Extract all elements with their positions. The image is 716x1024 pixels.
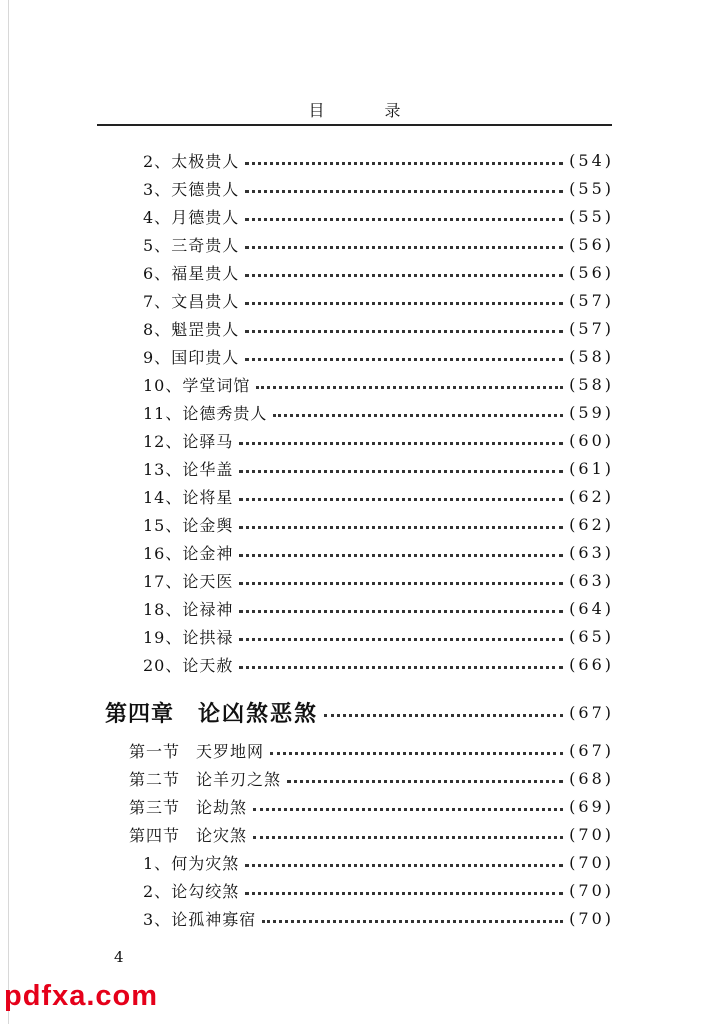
toc-entry-label: 论拱禄: [182, 627, 234, 647]
toc-entry-page: (68): [569, 768, 614, 788]
toc-entry-label: 论天医: [182, 571, 234, 591]
toc-entry-number: 2、: [143, 151, 172, 171]
toc-entry-number: 3、: [143, 179, 172, 199]
toc-entry-label: 太极贵人: [171, 151, 240, 171]
toc-entry-number: 20、: [143, 655, 183, 675]
toc-entry-number: 14、: [143, 487, 183, 507]
toc-entry-label: 论禄神: [182, 599, 234, 619]
toc-dot-leader: [273, 414, 563, 417]
toc-entry-label: 论华盖: [182, 459, 234, 479]
page-header: [97, 96, 612, 126]
toc-entry-label: 论金舆: [182, 515, 234, 535]
toc-dot-leader: [239, 666, 563, 669]
toc-entry-page: (56): [569, 262, 614, 282]
toc-dot-leader: [245, 892, 563, 895]
toc-dot-leader: [253, 808, 563, 811]
toc-entry-number: 15、: [143, 515, 183, 535]
page-number: 4: [114, 948, 124, 966]
toc-dot-leader: [245, 864, 563, 867]
toc-entry-label: 论凶煞恶煞: [198, 700, 319, 727]
toc-dot-leader: [262, 920, 563, 923]
toc-dot-leader: [245, 246, 563, 249]
toc-entry-number: 3、: [143, 909, 172, 929]
toc-dot-leader: [270, 752, 563, 755]
toc-entry-page: (60): [569, 430, 614, 450]
toc-dot-leader: [239, 582, 563, 585]
toc-dot-leader: [245, 162, 563, 165]
toc-item-row: [143, 540, 614, 564]
toc-item-row: [143, 148, 614, 172]
toc-entry-number: 6、: [143, 263, 172, 283]
toc-entry-page: (70): [569, 824, 614, 844]
toc-entry-number: 9、: [143, 347, 172, 367]
toc-entry-label: 论德秀贵人: [182, 403, 268, 423]
toc-item-row: [143, 260, 614, 284]
toc-entry-page: (57): [569, 318, 614, 338]
toc-entry-label: 论孤神寡宿: [171, 909, 257, 929]
toc-entry-label: 论勾绞煞: [171, 881, 240, 901]
page-edge-line: [8, 0, 9, 1024]
toc-entry-page: (65): [569, 626, 614, 646]
toc-item-row: [143, 878, 614, 902]
toc-dot-leader: [239, 638, 563, 641]
toc-item-row: [143, 512, 614, 536]
watermark-logo: pdfxa.com: [4, 980, 159, 1012]
toc-entry-number: 第一节: [129, 741, 181, 761]
toc-dot-leader: [239, 554, 563, 557]
toc-item-row: [143, 400, 614, 424]
toc-entry-label: 论灾煞: [196, 825, 248, 845]
toc-entry-page: (61): [569, 458, 614, 478]
toc-dot-leader: [239, 610, 563, 613]
toc-entry-number: 4、: [143, 207, 172, 227]
toc-item-row: [143, 850, 614, 874]
toc-entry-page: (70): [569, 852, 614, 872]
toc-dot-leader: [287, 780, 563, 783]
toc-entry-label: 三奇贵人: [171, 235, 240, 255]
toc-entry-label: 学堂词馆: [182, 375, 251, 395]
toc-dot-leader: [239, 498, 563, 501]
toc-entry-page: (55): [569, 178, 614, 198]
toc-item-row: [143, 456, 614, 480]
toc-entry-page: (63): [569, 542, 614, 562]
toc-entry-label: 何为灾煞: [171, 853, 240, 873]
toc-entry-label: 论驿马: [182, 431, 234, 451]
toc-item-row: [143, 316, 614, 340]
toc-entry-label: 月德贵人: [171, 207, 240, 227]
toc-entry-number: 7、: [143, 291, 172, 311]
toc-entry-page: (55): [569, 206, 614, 226]
toc-dot-leader: [253, 836, 563, 839]
toc-entry-page: (67): [569, 740, 614, 760]
toc-entry-number: 18、: [143, 599, 183, 619]
toc-entry-number: 16、: [143, 543, 183, 563]
toc-entry-number: 11、: [143, 403, 183, 423]
toc-section-row: [129, 794, 614, 818]
toc-entry-label: 论将星: [182, 487, 234, 507]
toc-entry-number: 5、: [143, 235, 172, 255]
toc-section-row: [129, 738, 614, 762]
toc-dot-leader: [239, 442, 563, 445]
toc-entry-label: 天罗地网: [196, 741, 265, 761]
toc-entry-number: 2、: [143, 881, 172, 901]
toc-dot-leader: [256, 386, 563, 389]
toc-entry-page: (57): [569, 290, 614, 310]
toc-entry-number: 第四章: [105, 700, 175, 727]
toc-item-row: [143, 176, 614, 200]
toc-chapter-row: [105, 696, 614, 728]
toc-item-row: [143, 288, 614, 312]
toc-entry-label: 论金神: [182, 543, 234, 563]
toc-dot-leader: [239, 526, 563, 529]
toc-item-row: [143, 596, 614, 620]
toc-entry-page: (54): [569, 150, 614, 170]
toc-entry-number: 17、: [143, 571, 183, 591]
toc-item-row: [143, 568, 614, 592]
toc-entry-label: 论劫煞: [196, 797, 248, 817]
toc-item-row: [143, 624, 614, 648]
toc-entry-page: (62): [569, 486, 614, 506]
toc-entry-label: 文昌贵人: [171, 291, 240, 311]
toc-item-row: [143, 906, 614, 930]
toc-section-row: [129, 822, 614, 846]
toc-entry-page: (56): [569, 234, 614, 254]
toc-entry-page: (64): [569, 598, 614, 618]
toc-entry-page: (70): [569, 908, 614, 928]
toc-dot-leader: [245, 190, 563, 193]
toc-entry-number: 10、: [143, 375, 183, 395]
toc-dot-leader: [324, 714, 563, 717]
toc-item-row: [143, 232, 614, 256]
toc-entry-page: (59): [569, 402, 614, 422]
toc-dot-leader: [245, 302, 563, 305]
toc-entry-number: 12、: [143, 431, 183, 451]
toc-entry-page: (62): [569, 514, 614, 534]
toc-entry-page: (70): [569, 880, 614, 900]
toc-dot-leader: [245, 358, 563, 361]
toc-entry-number: 19、: [143, 627, 183, 647]
toc-item-row: [143, 372, 614, 396]
toc-entry-label: 论天赦: [182, 655, 234, 675]
toc-dot-leader: [239, 470, 563, 473]
toc-item-row: [143, 652, 614, 676]
toc-entry-page: (63): [569, 570, 614, 590]
toc-entry-page: (67): [569, 702, 614, 722]
toc-entry-number: 第四节: [129, 825, 181, 845]
toc-entry-number: 8、: [143, 319, 172, 339]
toc-entry-page: (58): [569, 374, 614, 394]
toc-entry-number: 13、: [143, 459, 183, 479]
toc-item-row: [143, 484, 614, 508]
toc-entry-label: 福星贵人: [171, 263, 240, 283]
toc-entry-number: 第二节: [129, 769, 181, 789]
toc-item-row: [143, 344, 614, 368]
toc-entry-label: 国印贵人: [171, 347, 240, 367]
toc-entry-number: 1、: [143, 853, 172, 873]
toc-entry-page: (69): [569, 796, 614, 816]
toc-item-row: [143, 204, 614, 228]
toc-item-row: [143, 428, 614, 452]
toc-entry-number: 第三节: [129, 797, 181, 817]
toc-entry-page: (66): [569, 654, 614, 674]
toc-section-row: [129, 766, 614, 790]
toc-dot-leader: [245, 274, 563, 277]
toc-dot-leader: [245, 330, 563, 333]
toc-dot-leader: [245, 218, 563, 221]
toc-entry-page: (58): [569, 346, 614, 366]
header-title: 目录: [308, 101, 461, 120]
toc-entry-label: 魁罡贵人: [171, 319, 240, 339]
toc-entry-label: 天德贵人: [171, 179, 240, 199]
toc-entry-label: 论羊刃之煞: [196, 769, 282, 789]
